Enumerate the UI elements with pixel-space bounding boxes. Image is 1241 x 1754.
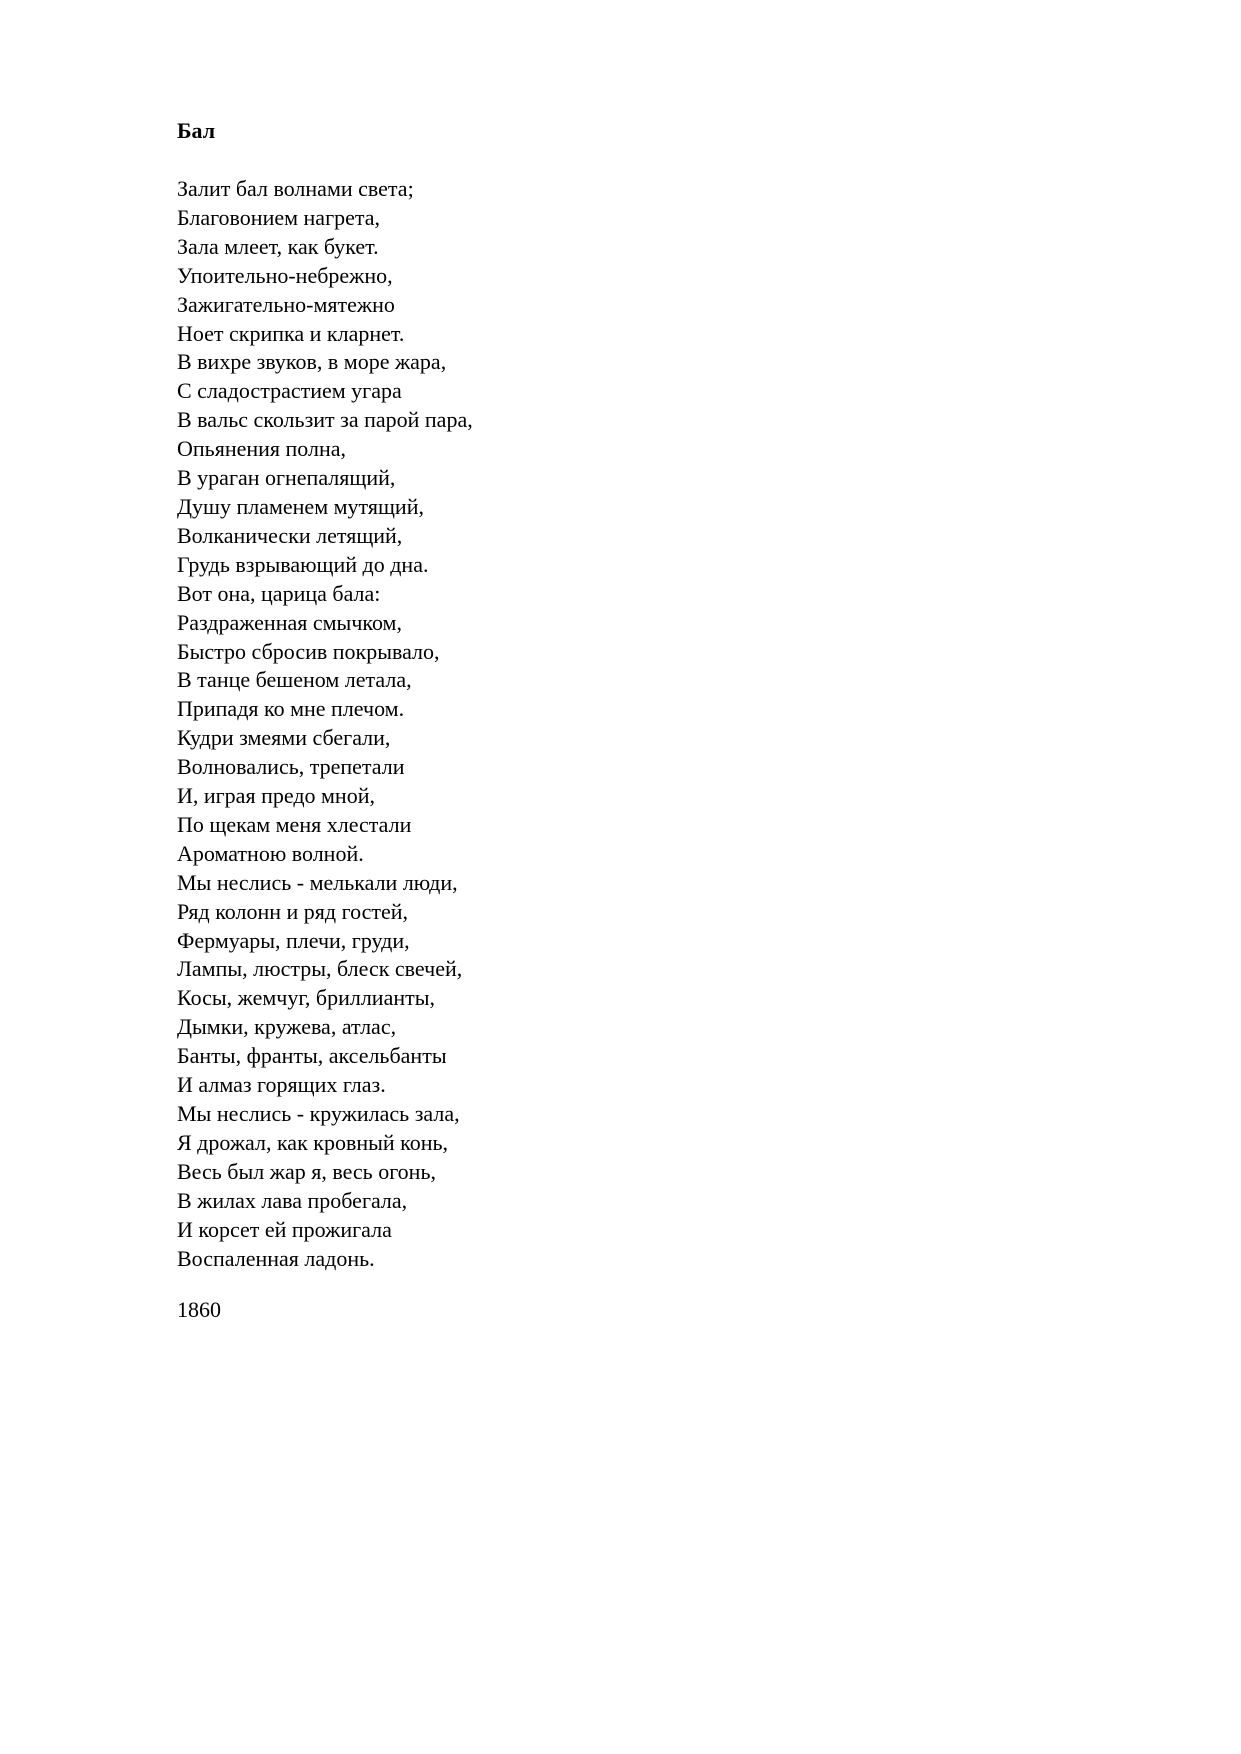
- poem-line: Зажигательно-мятежно: [177, 291, 395, 317]
- poem-line: Весь был жар я, весь огонь,: [177, 1158, 436, 1184]
- poem-line: Волканически летящий,: [177, 522, 403, 548]
- poem-title: Бал: [177, 118, 216, 143]
- poem-line: И, играя предо мной,: [177, 783, 375, 809]
- poem-body: [177, 175, 473, 1273]
- poem-line: И алмаз горящих глаз.: [177, 1072, 386, 1098]
- poem-line: В танце бешеном летала,: [177, 667, 412, 693]
- poem-line: Кудри змеями сбегали,: [177, 725, 391, 751]
- poem-line: Лампы, люстры, блеск свечей,: [177, 956, 463, 982]
- poem-line: Благовонием нагрета,: [177, 204, 381, 230]
- poem-line: Банты, франты, аксельбанты: [177, 1043, 447, 1069]
- poem-line: Грудь взрывающий до дна.: [177, 551, 429, 577]
- poem-line: Быстро сбросив покрывало,: [177, 638, 440, 664]
- poem-line: Зала млеет, как букет.: [177, 233, 379, 259]
- poem-line: Ноет скрипка и кларнет.: [177, 320, 405, 346]
- poem-line: Мы неслись - кружилась зала,: [177, 1101, 460, 1126]
- poem-line: Залит бал волнами света;: [177, 176, 414, 201]
- poem-line: В вальс скользит за парой пара,: [177, 407, 473, 433]
- poem-line: Ряд колонн и ряд гостей,: [177, 898, 409, 924]
- poem-line: Мы неслись - мелькали люди,: [177, 869, 458, 895]
- poem-line: Фермуары, плечи, груди,: [177, 927, 410, 953]
- poem-line: В жилах лава пробегала,: [177, 1187, 408, 1213]
- poem-line: И корсет ей прожигала: [177, 1216, 392, 1242]
- poem-line: Упоительно-небрежно,: [177, 262, 393, 288]
- poem-line: Опьянения полна,: [177, 436, 347, 462]
- poem-line: Раздраженная смычком,: [177, 609, 402, 635]
- poem-line: Припадя ко мне плечом.: [177, 696, 405, 722]
- poem-line: В вихре звуков, в море жара,: [177, 349, 447, 375]
- poem-line: Я дрожал, как кровный конь,: [177, 1129, 449, 1155]
- poem-line: Воспаленная ладонь.: [177, 1245, 375, 1271]
- poem-line: Волновались, трепетали: [177, 754, 405, 780]
- poem-line: С сладострастием угара: [177, 378, 402, 404]
- poem-line: Дымки, кружева, атлас,: [177, 1014, 397, 1040]
- poem-line: В ураган огнепалящий,: [177, 465, 396, 491]
- poem-line: По щекам меня хлестали: [177, 811, 412, 837]
- poem-line: Душу пламенем мутящий,: [177, 493, 424, 519]
- poem-line: Ароматною волной.: [177, 840, 364, 866]
- poem-line: Косы, жемчуг, бриллианты,: [177, 985, 436, 1011]
- poem-year: 1860: [177, 1297, 221, 1322]
- poem-line: Вот она, царица бала:: [177, 580, 381, 606]
